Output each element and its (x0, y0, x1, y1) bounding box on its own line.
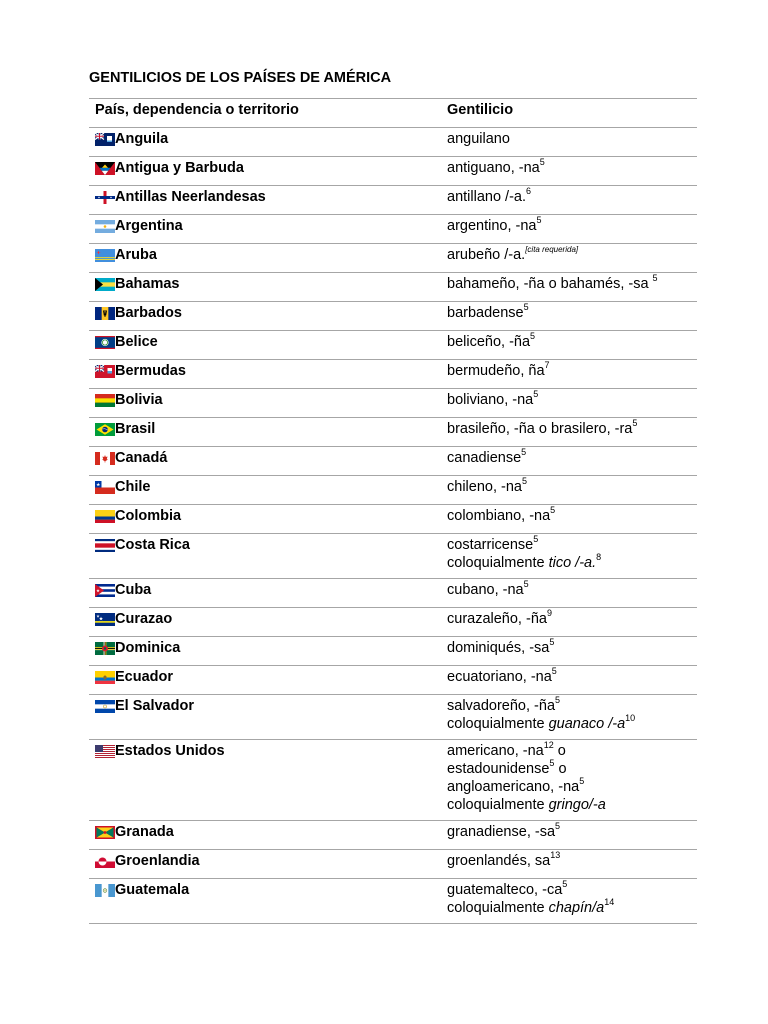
country-name: Granada (115, 824, 174, 840)
demonym-text: brasileño, -ña o brasilero, -ra (447, 421, 633, 437)
demonym-cell (447, 275, 697, 295)
demonym-cell (447, 581, 697, 601)
demonym-text: bahameño, -ña o bahamés, -sa (447, 276, 653, 292)
demonym-cell (447, 304, 697, 324)
demonym-text: guatemalteco, -ca (447, 882, 563, 898)
demonym-text: argentino, -na (447, 218, 537, 234)
footnote-ref: 5 (652, 273, 658, 284)
demonym-cell (447, 507, 697, 527)
demonym-text: estadounidense (447, 761, 550, 777)
country-name: Belice (115, 334, 158, 350)
usa-flag-icon (95, 745, 115, 758)
demonym-cell (447, 362, 697, 382)
footnote-ref: 14 (604, 897, 615, 908)
table-header (89, 99, 697, 128)
aruba-flag-icon (95, 249, 115, 262)
demonym-cell (447, 449, 697, 469)
footnote-ref: 12 (543, 740, 554, 751)
table-row (89, 879, 697, 924)
chile-flag-icon (95, 481, 115, 494)
demonym-text: dominiqués, -sa (447, 640, 550, 656)
demonym-line (447, 420, 697, 438)
country-name: Aruba (115, 247, 157, 263)
country-cell (89, 130, 447, 150)
demonym-line (447, 130, 697, 148)
cuba-flag-icon (95, 584, 115, 597)
country-name: Canadá (115, 450, 168, 466)
demonym-text: bermudeño, ña (447, 363, 545, 379)
demonym-line (447, 581, 697, 599)
demonym-colloquial: gringo/-a (548, 797, 606, 813)
country-cell (89, 188, 447, 208)
table-row (89, 637, 697, 666)
country-cell (89, 217, 447, 237)
belize-flag-icon (95, 336, 115, 349)
country-cell (89, 246, 447, 266)
footnote-ref: 5 (555, 821, 561, 832)
country-name: Dominica (115, 640, 181, 656)
table-row (89, 579, 697, 608)
demonym-text: angloamericano, -na (447, 779, 580, 795)
demonym-text: o (554, 761, 567, 777)
country-name: Brasil (115, 421, 156, 437)
country-cell (89, 159, 447, 179)
netherlands-antilles-flag-icon (95, 191, 115, 204)
demonym-cell (447, 420, 697, 440)
demonym-line (447, 639, 697, 657)
demonym-colloquial: chapín/a (548, 900, 605, 916)
demonym-text: coloquialmente (447, 555, 549, 571)
demonym-line (447, 796, 697, 814)
country-name: Estados Unidos (115, 743, 225, 759)
grenada-flag-icon (95, 826, 115, 839)
country-cell (89, 823, 447, 843)
footnote-ref: 5 (579, 776, 585, 787)
table-row (89, 186, 697, 215)
demonym-line (447, 246, 697, 264)
country-cell (89, 639, 447, 659)
demonym-text: boliviano, -na (447, 392, 534, 408)
demonym-text: anguilano (447, 131, 510, 147)
country-name: Guatemala (115, 882, 190, 898)
country-cell (89, 581, 447, 601)
country-name: Bolivia (115, 392, 163, 408)
footnote-ref: 5 (549, 758, 555, 769)
demonym-line (447, 554, 697, 572)
table-row (89, 157, 697, 186)
demonym-cell (447, 246, 697, 266)
table-row (89, 666, 697, 695)
country-name: Costa Rica (115, 537, 190, 553)
demonym-cell (447, 159, 697, 179)
greenland-flag-icon (95, 855, 115, 868)
table-row (89, 360, 697, 389)
demonym-cell (447, 881, 697, 917)
footnote-ref: 8 (596, 552, 602, 563)
country-name: Argentina (115, 218, 183, 234)
demonym-text: curazaleño, -ña (447, 611, 547, 627)
guatemala-flag-icon (95, 884, 115, 897)
demonym-line (447, 536, 697, 554)
page-title: GENTILICIOS DE LOS PAÍSES DE AMÉRICA (89, 66, 697, 99)
demonym-text: granadiense, -sa (447, 824, 556, 840)
demonym-line (447, 391, 697, 409)
country-name: Cuba (115, 582, 152, 598)
country-name: Bermudas (115, 363, 186, 379)
demonym-cell (447, 333, 697, 353)
footnote-ref: 5 (551, 666, 557, 677)
country-cell (89, 333, 447, 353)
demonym-line (447, 760, 697, 778)
footnote-ref: 5 (562, 879, 568, 890)
demonym-text: antiguano, -na (447, 160, 540, 176)
country-cell (89, 507, 447, 527)
ecuador-flag-icon (95, 671, 115, 684)
demonym-line (447, 159, 697, 177)
country-name: Chile (115, 479, 151, 495)
demonym-cell (447, 391, 697, 411)
column-header-country: País, dependencia o territorio (95, 102, 299, 118)
country-cell (89, 881, 447, 917)
demonym-text: coloquialmente (447, 797, 549, 813)
table-row (89, 418, 697, 447)
demonym-cell (447, 742, 697, 814)
table-row (89, 608, 697, 637)
table-row (89, 273, 697, 302)
demonym-line (447, 217, 697, 235)
country-name: Bahamas (115, 276, 180, 292)
table-row (89, 695, 697, 740)
demonym-line (447, 304, 697, 322)
canada-flag-icon (95, 452, 115, 465)
bahamas-flag-icon (95, 278, 115, 291)
country-cell (89, 852, 447, 872)
country-cell (89, 697, 447, 733)
table-row (89, 740, 697, 821)
demonym-text: costarricense (447, 537, 534, 553)
demonym-cell (447, 639, 697, 659)
footnote-ref: 5 (632, 418, 638, 429)
country-name: Antigua y Barbuda (115, 160, 244, 176)
table-row (89, 821, 697, 850)
table-row (89, 534, 697, 579)
country-name: Groenlandia (115, 853, 200, 869)
demonym-line (447, 823, 697, 841)
demonym-text: arubeño /-a. (447, 247, 526, 263)
demonym-line (447, 188, 697, 206)
country-cell (89, 742, 447, 814)
demonym-cell (447, 130, 697, 150)
footnote-ref: [cita requerida] (525, 245, 579, 255)
demonym-line (447, 697, 697, 715)
demonym-text: groenlandés, sa (447, 853, 551, 869)
country-name: Antillas Neerlandesas (115, 189, 266, 205)
country-cell (89, 536, 447, 572)
country-cell (89, 668, 447, 688)
demonym-text: barbadense (447, 305, 524, 321)
demonym-cell (447, 697, 697, 733)
demonym-text: antillano /-a. (447, 189, 526, 205)
demonym-line (447, 449, 697, 467)
footnote-ref: 5 (533, 389, 539, 400)
column-header-demonym: Gentilicio (447, 102, 514, 118)
country-cell (89, 610, 447, 630)
demonym-cell (447, 536, 697, 572)
demonym-line (447, 742, 697, 760)
country-cell (89, 449, 447, 469)
table-row (89, 850, 697, 879)
footnote-ref: 7 (544, 360, 550, 371)
demonym-cell (447, 217, 697, 237)
demonym-text: coloquialmente (447, 716, 549, 732)
country-cell (89, 478, 447, 498)
anguilla-flag-icon (95, 133, 115, 146)
country-name: Ecuador (115, 669, 174, 685)
country-cell (89, 275, 447, 295)
country-name: Barbados (115, 305, 182, 321)
footnote-ref: 5 (549, 637, 555, 648)
table-row (89, 128, 697, 157)
demonym-text: beliceño, -ña (447, 334, 531, 350)
demonym-text: cubano, -na (447, 582, 524, 598)
dominica-flag-icon (95, 642, 115, 655)
demonym-colloquial: tico /-a. (548, 555, 597, 571)
footnote-ref: 5 (533, 534, 539, 545)
footnote-ref: 5 (521, 447, 527, 458)
antigua-flag-icon (95, 162, 115, 175)
footnote-ref: 6 (526, 186, 532, 197)
table-body (89, 128, 697, 924)
bermuda-flag-icon (95, 365, 115, 378)
footnote-ref: 5 (536, 215, 542, 226)
demonym-line (447, 881, 697, 899)
argentina-flag-icon (95, 220, 115, 233)
demonym-cell (447, 188, 697, 208)
demonym-line (447, 507, 697, 525)
demonym-cell (447, 668, 697, 688)
footnote-ref: 5 (539, 157, 545, 168)
el-salvador-flag-icon (95, 700, 115, 713)
table-row (89, 389, 697, 418)
footnote-ref: 5 (555, 695, 561, 706)
demonym-text: canadiense (447, 450, 522, 466)
demonym-line (447, 610, 697, 628)
footnote-ref: 5 (521, 476, 527, 487)
table-row (89, 302, 697, 331)
footnote-ref: 5 (523, 302, 529, 313)
country-name: Curazao (115, 611, 173, 627)
demonym-cell (447, 478, 697, 498)
demonym-text: coloquialmente (447, 900, 549, 916)
country-cell (89, 391, 447, 411)
footnote-ref: 9 (546, 608, 552, 619)
footnote-ref: 13 (550, 850, 561, 861)
demonym-text: americano, -na (447, 743, 544, 759)
footnote-ref: 5 (530, 331, 536, 342)
demonym-line (447, 478, 697, 496)
colombia-flag-icon (95, 510, 115, 523)
demonym-line (447, 275, 697, 293)
table-row (89, 476, 697, 505)
demonym-text: o (553, 743, 566, 759)
demonym-line (447, 668, 697, 686)
table-row (89, 505, 697, 534)
demonym-cell (447, 852, 697, 872)
demonym-text: ecuatoriano, -na (447, 669, 552, 685)
demonym-line (447, 333, 697, 351)
country-name: Anguila (115, 131, 169, 147)
country-cell (89, 304, 447, 324)
curacao-flag-icon (95, 613, 115, 626)
demonym-line (447, 852, 697, 870)
demonym-line (447, 778, 697, 796)
table-row (89, 215, 697, 244)
country-cell (89, 362, 447, 382)
footnote-ref: 5 (523, 579, 529, 590)
table-row (89, 447, 697, 476)
document (89, 66, 697, 924)
demonym-cell (447, 823, 697, 843)
demonym-text: chileno, -na (447, 479, 522, 495)
country-cell (89, 420, 447, 440)
demonym-text: salvadoreño, -ña (447, 698, 556, 714)
country-name: Colombia (115, 508, 182, 524)
demonym-cell (447, 610, 697, 630)
demonym-line (447, 899, 697, 917)
footnote-ref: 5 (550, 505, 556, 516)
footnote-ref: 10 (625, 713, 636, 724)
table-row (89, 244, 697, 273)
demonym-line (447, 715, 697, 733)
barbados-flag-icon (95, 307, 115, 320)
table-row (89, 331, 697, 360)
demonym-text: colombiano, -na (447, 508, 551, 524)
brazil-flag-icon (95, 423, 115, 436)
country-name: El Salvador (115, 698, 194, 714)
demonym-line (447, 362, 697, 380)
bolivia-flag-icon (95, 394, 115, 407)
demonym-colloquial: guanaco /-a (548, 716, 626, 732)
costa-rica-flag-icon (95, 539, 115, 552)
